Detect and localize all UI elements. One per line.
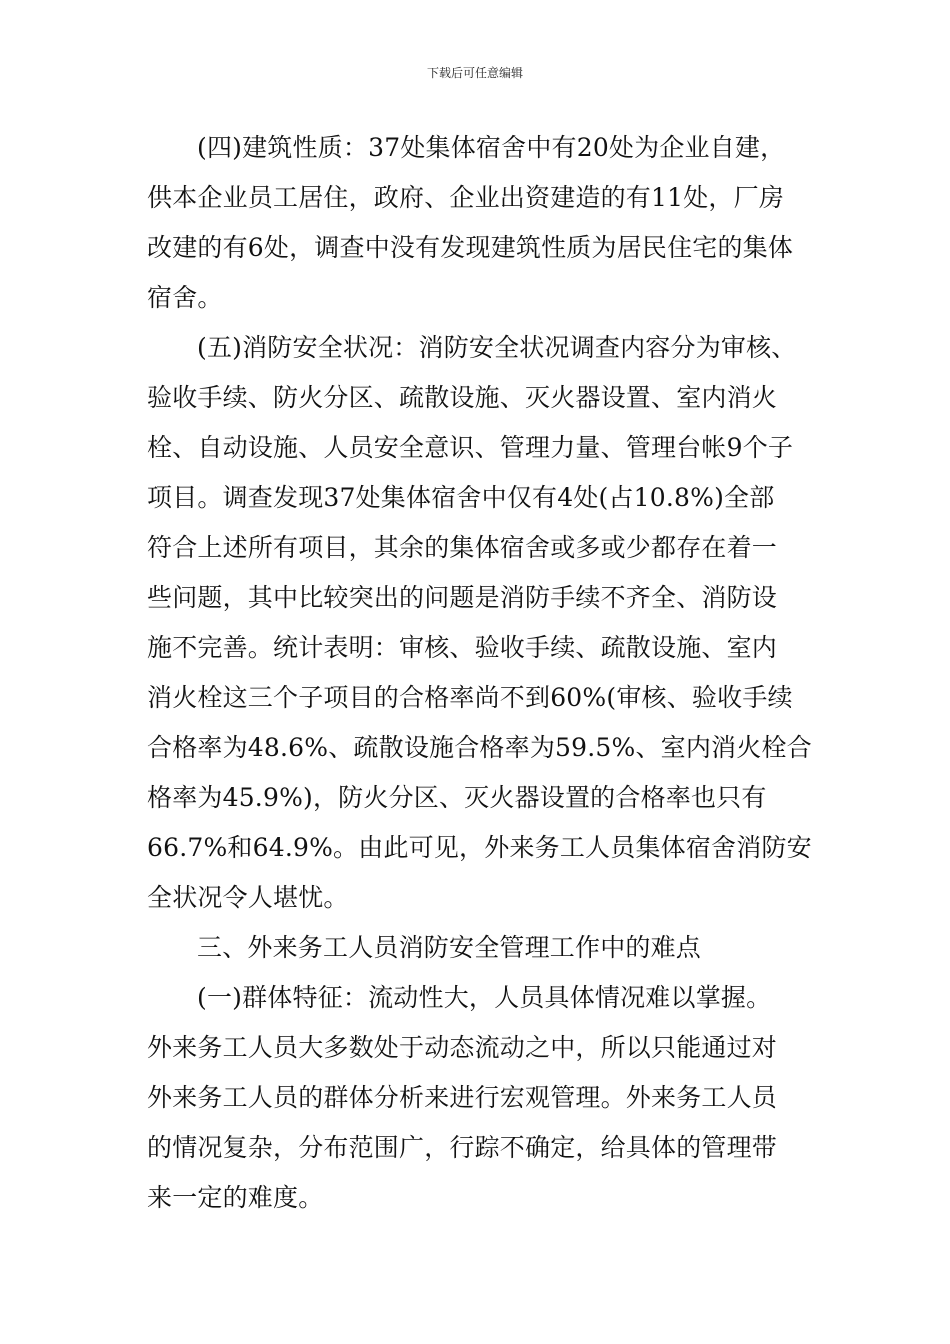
paragraph-line: 66.7%和64.9%。由此可见，外来务工人员集体宿舍消防安 <box>147 833 812 862</box>
paragraph-line: 外来务工人员大多数处于动态流动之中，所以只能通过对 <box>147 1033 778 1062</box>
paragraph-line: 格率为45.9%)，防火分区、灭火器设置的合格率也只有 <box>147 783 767 812</box>
paragraph-line: 的情况复杂，分布范围广，行踪不确定，给具体的管理带 <box>147 1133 778 1162</box>
paragraph-line: 项目。调查发现37处集体宿舍中仅有4处(占10.8%)全部 <box>147 483 775 512</box>
paragraph-line: (一)群体特征：流动性大，人员具体情况难以掌握。 <box>197 983 772 1012</box>
paragraph-line: 外来务工人员的群体分析来进行宏观管理。外来务工人员 <box>147 1083 778 1112</box>
paragraph-line: 施不完善。统计表明：审核、验收手续、疏散设施、室内 <box>147 633 778 662</box>
paragraph-line: 全状况令人堪忧。 <box>147 883 349 912</box>
paragraph-building-nature <box>147 123 817 323</box>
page-header: 下载后可任意编辑 <box>426 66 523 80</box>
paragraph-fire-safety-status <box>147 323 817 923</box>
paragraph-line: 些问题，其中比较突出的问题是消防手续不齐全、消防设 <box>147 583 778 612</box>
section-heading-difficulties <box>147 923 817 973</box>
document-body <box>147 123 817 1223</box>
paragraph-group-characteristics <box>147 973 817 1223</box>
paragraph-line: (五)消防安全状况：消防安全状况调查内容分为审核、 <box>197 333 797 362</box>
paragraph-line: 验收手续、防火分区、疏散设施、灭火器设置、室内消火 <box>147 383 778 412</box>
paragraph-line: 合格率为48.6%、疏散设施合格率为59.5%、室内消火栓合 <box>147 733 812 762</box>
paragraph-line: 供本企业员工居住，政府、企业出资建造的有11处，厂房 <box>147 183 785 212</box>
paragraph-line: 宿舍。 <box>147 283 223 312</box>
paragraph-line: 消火栓这三个子项目的合格率尚不到60%(审核、验收手续 <box>147 683 793 712</box>
paragraph-line: 来一定的难度。 <box>147 1183 324 1212</box>
paragraph-line: 符合上述所有项目，其余的集体宿舍或多或少都存在着一 <box>147 533 778 562</box>
paragraph-line: (四)建筑性质：37处集体宿舍中有20处为企业自建， <box>197 133 786 162</box>
paragraph-line: 改建的有6处，调查中没有发现建筑性质为居民住宅的集体 <box>147 233 794 262</box>
paragraph-line: 栓、自动设施、人员安全意识、管理力量、管理台帐9个子 <box>147 433 794 462</box>
section-heading: 三、外来务工人员消防安全管理工作中的难点 <box>197 933 702 962</box>
